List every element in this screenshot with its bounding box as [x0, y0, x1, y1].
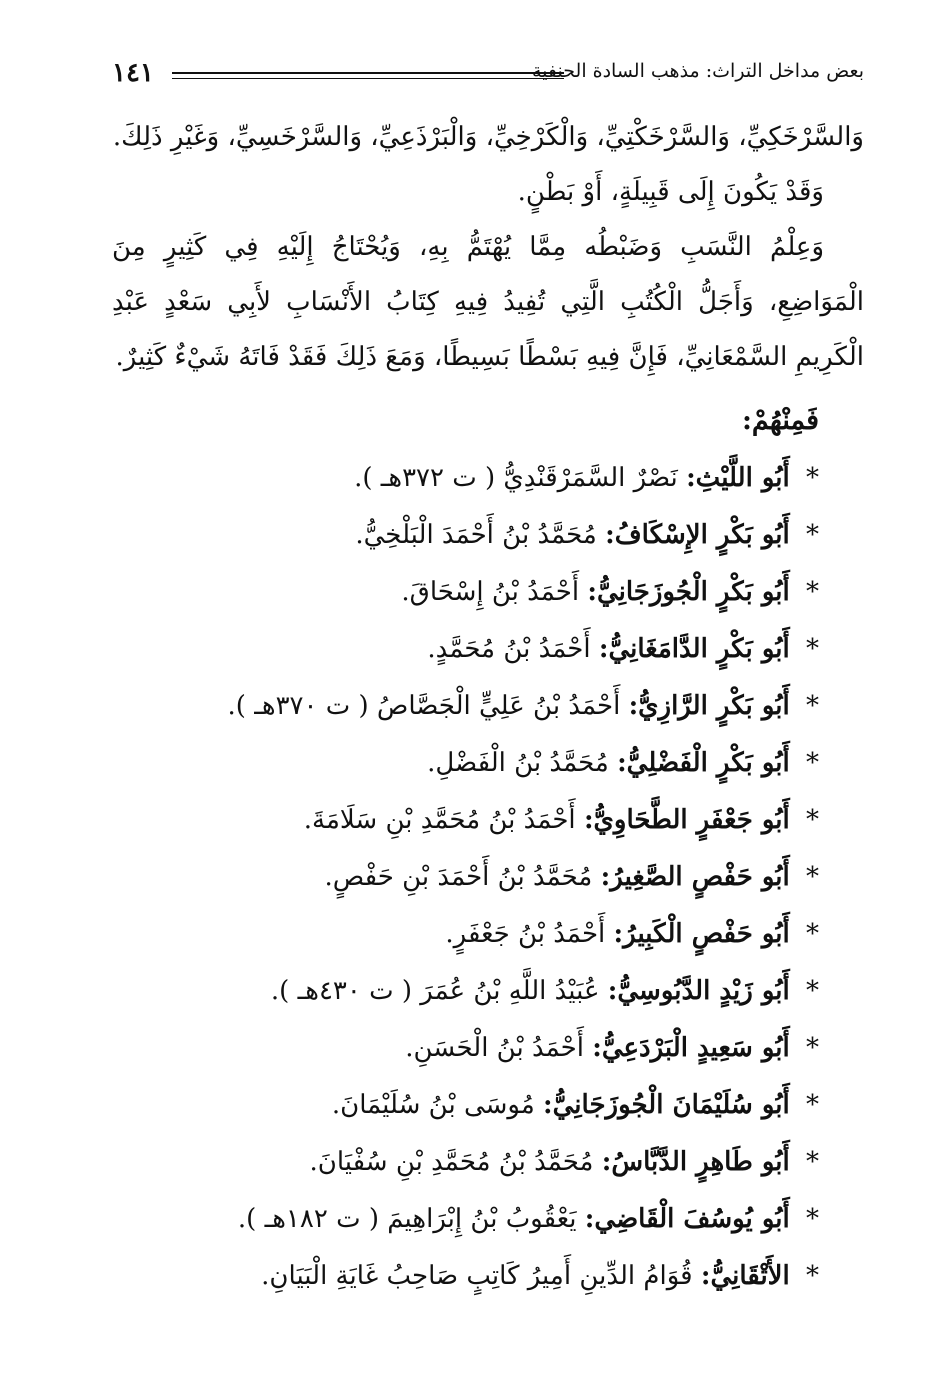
entry-name: أَبُو بَكْرٍ الرَّازِيُّ:: [628, 691, 790, 721]
entry-detail: أَحْمَدُ بْنُ جَعْفَرٍ.: [445, 919, 606, 949]
entry-detail: أَحْمَدُ بْنُ إِسْحَاقَ.: [401, 577, 580, 607]
entry-name: أَبُو زَيْدٍ الدَّبُوسِيُّ:: [607, 976, 790, 1006]
entry-name: أَبُو يُوسُفَ الْقَاضِي:: [584, 1204, 790, 1234]
entry-name: أَبُو اللَّيْثِ:: [686, 463, 790, 493]
entry-detail: أَحْمَدُ بْنُ مُحَمَّدٍ.: [427, 634, 591, 664]
bullet: *: [806, 1204, 819, 1234]
list-item: [112, 1248, 864, 1305]
bullet: *: [806, 1033, 819, 1063]
bullet: *: [806, 1261, 819, 1291]
header-title: بعض مداخل التراث: مذهب السادة الحنفية: [532, 60, 864, 82]
entry-name: أَبُو بَكْرٍ الدَّامَغَانِيُّ:: [598, 634, 790, 664]
list-item: [112, 450, 864, 507]
list-item: [112, 678, 864, 735]
entry-detail: مُوسَى بْنُ سُلَيْمَانَ.: [331, 1090, 535, 1120]
bullet: *: [806, 520, 819, 550]
bullet: *: [806, 577, 819, 607]
entry-name: أَبُو جَعْفَرٍ الطَّحَاوِيُّ:: [583, 805, 790, 835]
page-number: ١٤١: [112, 58, 154, 88]
list-item: [112, 1134, 864, 1191]
bullet: *: [806, 634, 819, 664]
list-item: [112, 1077, 864, 1134]
paragraph: وَقَدْ يَكُونَ إِلَى قَبِيلَةٍ، أَوْ بَطْنٍ.: [517, 177, 824, 207]
bullet: *: [806, 1090, 819, 1120]
paragraph: وَالسَّرْخَكِيِّ، وَالسَّرْخَكْتِيِّ، وَالْكَرْخِيِّ، وَالْبَرْذَعِيِّ، وَالسَّرْخَسِيِّ، وَغَيْرِ ذَلِكَ.: [112, 122, 864, 152]
list-item: [112, 1020, 864, 1077]
list-item: [112, 735, 864, 792]
entry-name: أَبُو طَاهِرٍ الدَّبَّاسُ:: [601, 1147, 790, 1177]
list-item: [112, 849, 864, 906]
running-header: [112, 58, 864, 94]
bullet: *: [806, 805, 819, 835]
list-item: [112, 621, 864, 678]
entry-name: أَبُو حَفْصٍ الصَّغِيرُ:: [600, 862, 790, 892]
entry-name: أَبُو حَفْصٍ الْكَبِيرُ:: [613, 919, 790, 949]
entry-detail: عُبَيْدُ اللَّهِ بْنُ عُمَرَ ( ت ٤٣٠هـ ).: [270, 976, 600, 1006]
bullet: *: [806, 919, 819, 949]
body-text: [112, 110, 864, 1305]
entry-name: الأَتْقَانِيُّ:: [700, 1261, 790, 1291]
header-rule: [172, 72, 564, 79]
list-item: [112, 564, 864, 621]
bullet: *: [806, 691, 819, 721]
entry-name: أَبُو بَكْرٍ الإِسْكَافُ:: [605, 520, 790, 550]
entry-detail: أَحْمَدُ بْنُ عَلِيٍّ الْجَصَّاصُ ( ت ٣٧٠هـ ).: [227, 691, 621, 721]
list-item: [112, 792, 864, 849]
entry-detail: قُوَامُ الدِّينِ أَمِيرُ كَاتِبٍ صَاحِبُ غَايَةِ الْبَيَانِ.: [261, 1261, 693, 1291]
bullet: *: [806, 748, 819, 778]
entry-detail: أَحْمَدُ بْنُ الْحَسَنِ.: [405, 1033, 584, 1063]
list-item: [112, 507, 864, 564]
entry-name: أَبُو بَكْرٍ الْجُوزَجَانِيُّ:: [587, 577, 790, 607]
entry-detail: نَصْرٌ السَّمَرْقَنْدِيُّ ( ت ٣٧٢هـ ).: [354, 463, 678, 493]
list-item: [112, 963, 864, 1020]
paragraph: وَعِلْمُ النَّسَبِ وَضَبْطُه مِمَّا يُهْتَمُّ بِهِ، وَيُحْتَاجُ إِلَيْهِ فِي كَثِيرٍ مِنَ الْمَوَاضِعِ، وَأَجَلُّ الْكُتُبِ الَّتِي تُفِيدُ فِيهِ كِتَابُ الأَنْسَابِ لأَبِي سَعْدٍ عَبْدِ الْكَرِيمِ السَّمْعَانِيِّ، فَإِنَّ فِيهِ بَسْطًا بَسِيطًا، وَمَعَ ذَلِكَ فَقَدْ فَاتَهُ شَيْءٌ كَثِيرٌ.: [112, 232, 864, 372]
bullet: *: [806, 862, 819, 892]
list-item: [112, 906, 864, 963]
bullet: *: [806, 976, 819, 1006]
entry-detail: مُحَمَّدُ بْنُ مُحَمَّدِ بْنِ سُفْيَانَ.: [309, 1147, 594, 1177]
entry-detail: أَحْمَدُ بْنُ مُحَمَّدِ بْنِ سَلَامَةَ.: [303, 805, 576, 835]
entry-detail: مُحَمَّدُ بْنُ أَحْمَدَ بْنِ حَفْصٍ.: [324, 862, 593, 892]
entry-detail: مُحَمَّدُ بْنُ الْفَضْلِ.: [427, 748, 609, 778]
entry-detail: مُحَمَّدُ بْنُ أَحْمَدَ الْبَلْخِيُّ.: [355, 520, 597, 550]
bullet: *: [806, 1147, 819, 1177]
entry-detail: يَعْقُوبُ بْنُ إِبْرَاهِيمَ ( ت ١٨٢هـ ).: [237, 1204, 577, 1234]
entry-name: أَبُو سُلَيْمَانَ الْجُوزَجَانِيُّ:: [543, 1090, 790, 1120]
entry-name: أَبُو بَكْرٍ الْفَضْلِيُّ:: [617, 748, 790, 778]
entry-name: أَبُو سَعِيدٍ الْبَرْدَعِيُّ:: [592, 1033, 790, 1063]
bullet: *: [806, 463, 819, 493]
section-heading: فَمِنْهُمْ:: [741, 405, 819, 436]
list-item: [112, 1191, 864, 1248]
entry-list: [112, 450, 864, 1305]
